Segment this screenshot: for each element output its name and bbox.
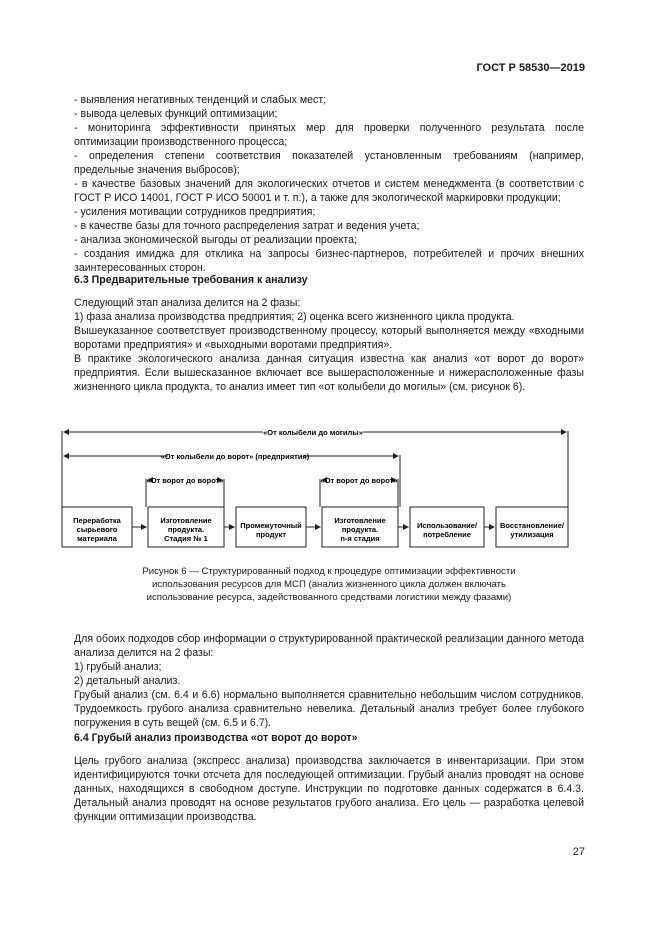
box-stage-1 [148,507,224,547]
svg-text:Изготовление: Изготовление [160,516,212,525]
list-item: - создания имиджа для отклика на запросы бизнес-партнеров, потребителей и прочих внешних заинтересованных сторон. [74,248,584,274]
svg-text:Стадия № 1: Стадия № 1 [164,534,208,543]
paragraph: Вышеуказанное соответствует производственному процессу, который выполняется между «входными воротами предприятия» и «выходными воротами предприятия». [74,325,584,351]
svg-text:сырьевого: сырьевого [76,525,118,534]
svg-text:материала: материала [77,534,117,543]
range-cradle-to-grave [62,426,568,507]
paragraph: В практике экологического анализа данная ситуация известна как анализ «от ворот до ворот» предприятия. Если вышесказанное включает все вышерасположенные и нижерасположенные фазы жизненного цикла продукта, то анализ имеет тип «от колыбели до могилы» (см. рисунок 6). [74,353,584,393]
paragraph: Следующий этап анализа делится на 2 фазы: [74,297,301,309]
svg-text:n-я стадия: n-я стадия [340,534,380,543]
range-label: «От колыбели до могилы» [263,428,363,437]
svg-text:продукта.: продукта. [167,525,205,534]
box-recovery-disposal [496,507,568,547]
paragraph: Для обоих подходов сбор информации о структурированной практической реализации данного метода анализа делится на 2 фазы: [74,633,584,659]
paragraph: 1) фаза анализа производства предприятия; 2) оценка всего жизненного цикла продукта. [74,311,515,323]
bullet-list-continuation [74,93,584,275]
range-label: «От ворот до ворот» [146,476,224,485]
figure-caption: Рисунок 6 — Структурированный подход к процедуре оптимизации эффективности использования ресурсов для МСП (анализ жизненного цикла должен включать использование ресурса, задействованного средствами логистики между фазами) [142,566,516,603]
list-item: - в качестве базовых значений для экологических отчетов и систем менеджмента (в соответствии с ГОСТ Р ИСО 14001, ГОСТ Р ИСО 50001 и т. п.), а также для экологической маркировки продукции; [74,178,584,204]
paragraph: Грубый анализ (см. 6.4 и 6.6) нормально выполняется сравнительно небольшим числом сотрудников. Трудоемкость грубого анализа сравнительно невелика. Детальный анализ требует более глубокого погружения в суть вещей (см. 6.5 и 6.7). [74,689,584,729]
list-item: - усиления мотивации сотрудников предприятия; [74,206,316,218]
range-label: «От ворот до ворот» [320,476,398,485]
range-label: «От колыбели до ворот» (предприятия) [160,452,310,461]
svg-text:Изготовление: Изготовление [334,516,386,525]
analysis-phases-text [74,632,584,730]
list-item: - анализа экономической выгоды от реализации проекта; [74,234,357,246]
page-number: 27 [572,846,585,858]
section-heading: 6.4 Грубый анализ производства «от ворот до ворот» [74,732,358,744]
box-use-consumption [410,507,484,547]
box-stage-n [322,507,398,547]
range-gate-to-gate-1 [146,474,224,507]
svg-text:продукт: продукт [255,530,287,539]
paragraph: 2) детальный анализ. [74,675,181,687]
list-item: - выявления негативных тенденций и слабых мест; [74,94,327,106]
section-6-4 [74,731,584,824]
list-item: - мониторинга эффективности принятых мер для проверки полученного результата после оптимизации производственного процесса; [74,122,584,148]
list-item: - в качестве базы для точного распределения затрат и ведения учета; [74,220,420,232]
svg-text:потребление: потребление [423,530,471,539]
box-raw-material [62,507,132,547]
paragraph: 1) грубый анализ; [74,661,162,673]
range-gate-to-gate-n [320,474,398,507]
svg-text:Промежуточный: Промежуточный [240,521,302,530]
document-code: ГОСТ Р 58530—2019 [476,62,585,74]
list-item: - определения степени соответствия показателей установленным требованиям (например, предельные значения выбросов); [74,150,584,176]
svg-text:Использование/: Использование/ [416,521,478,530]
process-diagram [58,425,574,555]
svg-text:Восстановление/: Восстановление/ [500,521,564,530]
list-item: - вывода целевых функций оптимизации; [74,108,278,120]
svg-text:продукта.: продукта. [341,525,379,534]
box-intermediate-product [236,507,306,547]
svg-text:Переработка: Переработка [73,516,121,525]
section-heading: 6.3 Предварительные требования к анализу [74,274,308,286]
svg-text:утилизация: утилизация [510,530,554,539]
paragraph: Цель грубого анализа (экспресс анализа) производства заключается в инвентаризации. При этом идентифицируются точки отсчета для последующей оптимизации. Грубый анализ проводят на основе данных, находящихся в свободном доступе. Инструкции по подготовке данных содержатся в 6.4.3. Детальный анализ проводят на основе результатов грубого анализа. Его цель — разработка целевой функции оптимизации производства. [74,755,584,823]
section-6-3 [74,273,584,394]
